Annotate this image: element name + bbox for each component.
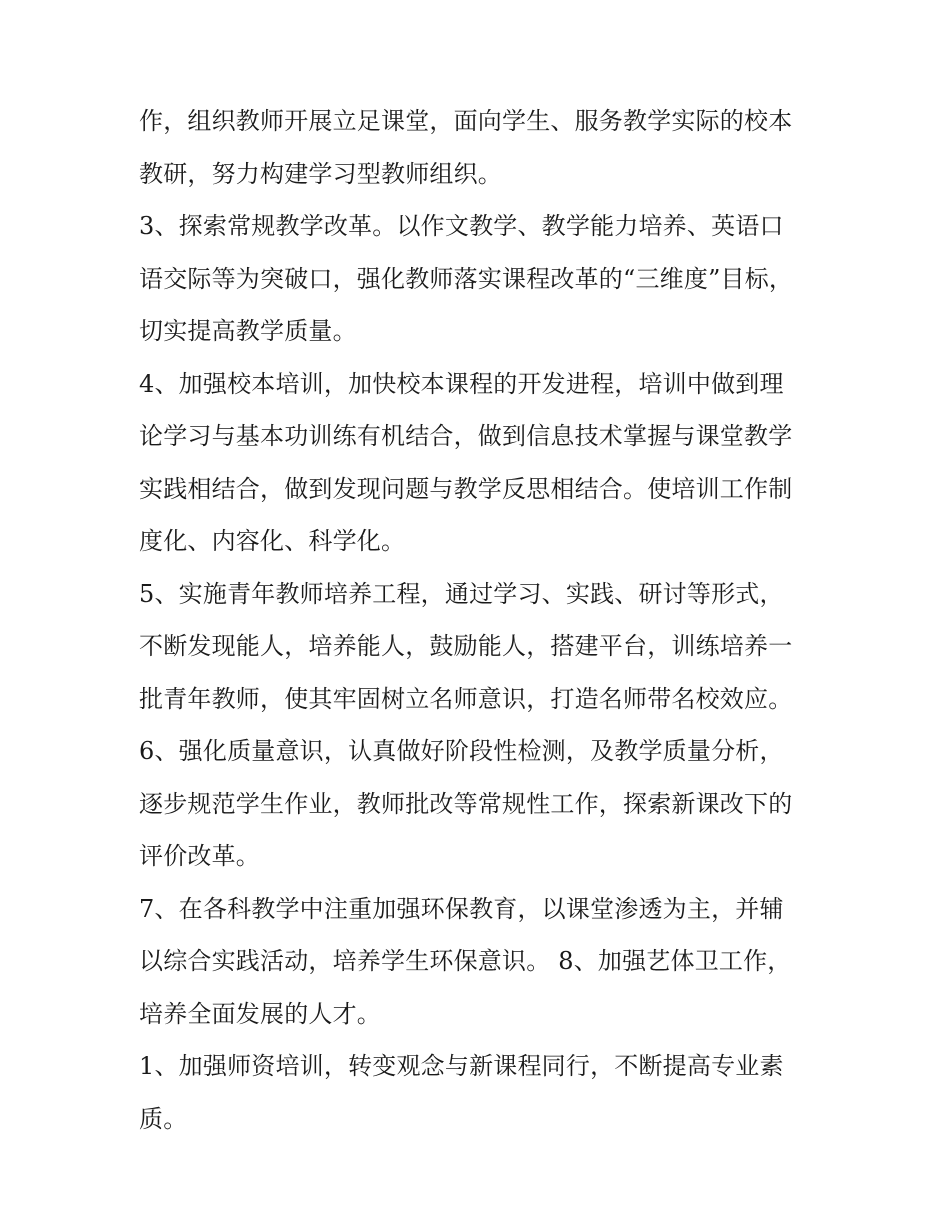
text-line: 不断发现能人，培养能人，鼓励能人，搭建平台，训练培养一 xyxy=(139,632,793,660)
text-line: 培养全面发展的人才。 xyxy=(139,999,381,1028)
document-body xyxy=(139,108,819,1132)
text-line: 4、加强校本培训，加快校本课程的开发进程，培训中做到理 xyxy=(139,369,784,398)
text-line: 逐步规范学生作业，教师批改等常规性工作，探索新课改下的 xyxy=(139,789,793,818)
text-line: 3、探索常规教学改革。以作文教学、教学能力培养、英语口 xyxy=(139,212,784,240)
text-line: 质。 xyxy=(139,1104,188,1133)
text-line: 度化、内容化、科学化。 xyxy=(139,527,406,555)
text-line: 切实提高教学质量。 xyxy=(139,317,357,345)
text-line: 论学习与基本功训练有机结合，做到信息技术掌握与课堂教学 xyxy=(139,422,793,450)
text-line: 作，组织教师开展立足课堂，面向学生、服务教学实际的校本 xyxy=(139,107,793,135)
text-line: 7、在各科教学中注重加强环保教育，以课堂渗透为主，并辅 xyxy=(139,894,784,923)
text-line: 教研，努力构建学习型教师组织。 xyxy=(139,159,502,188)
text-line: 1、加强师资培训，转变观念与新课程同行，不断提高专业素 xyxy=(139,1052,784,1080)
text-line: 6、强化质量意识，认真做好阶段性检测，及教学质量分析， xyxy=(139,737,784,765)
text-line: 批青年教师，使其牢固树立名师意识，打造名师带名校效应。 xyxy=(139,684,793,713)
text-line: 5、实施青年教师培养工程，通过学习、实践、研讨等形式， xyxy=(139,579,784,608)
text-line: 以综合实践活动，培养学生环保意识。 8、加强艺体卫工作， xyxy=(139,947,792,975)
text-line: 评价改革。 xyxy=(139,842,260,870)
text-line: 实践相结合，做到发现问题与教学反思相结合。使培训工作制 xyxy=(139,474,793,503)
text-line: 语交际等为突破口，强化教师落实课程改革的“三维度”目标， xyxy=(139,264,794,293)
